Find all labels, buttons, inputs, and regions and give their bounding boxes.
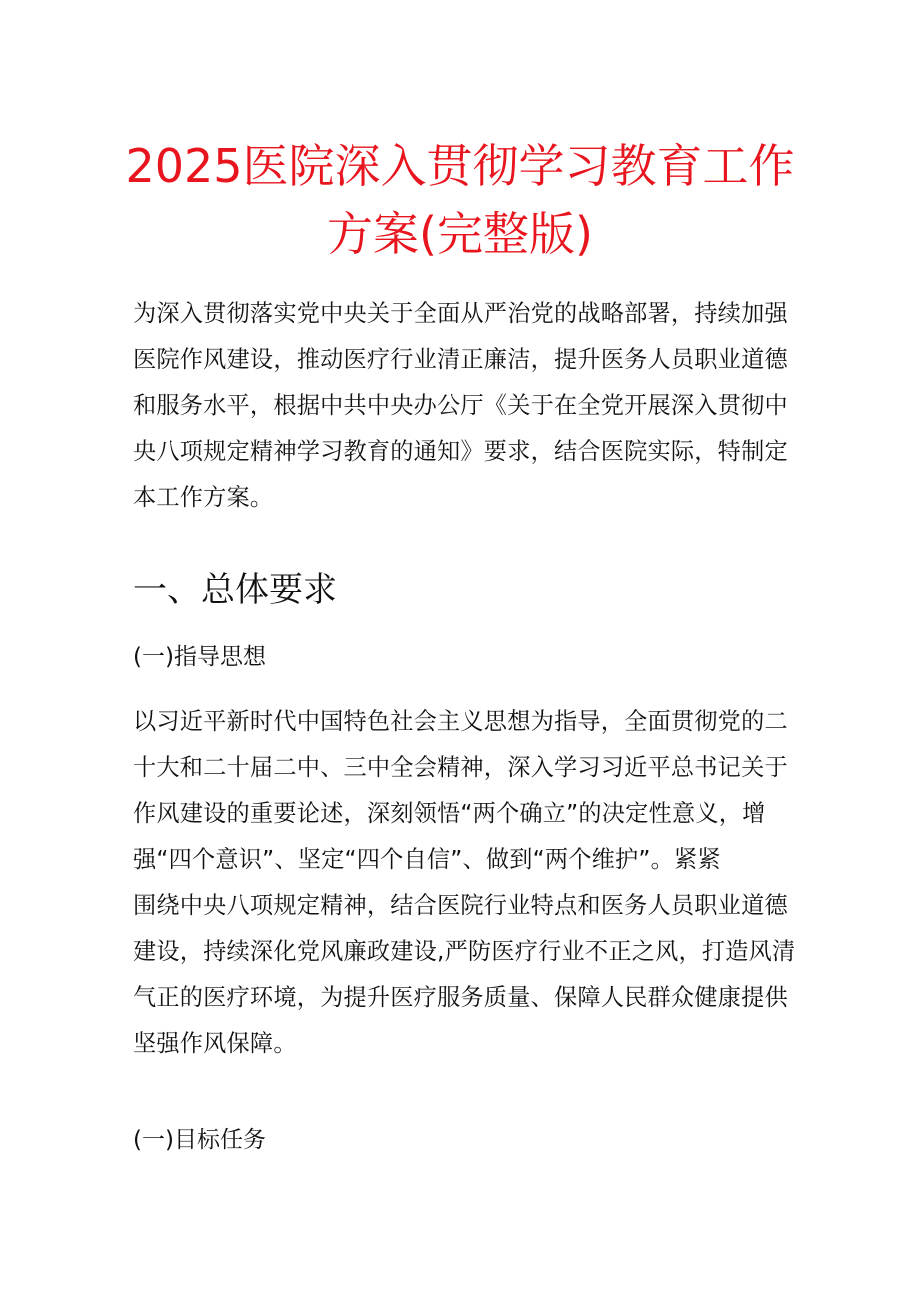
paragraph-line: 坚强作风保障。 bbox=[133, 1030, 297, 1057]
intro-paragraph bbox=[133, 291, 793, 521]
paragraph-line: 十大和二十届二中、三中全会精神，深入学习习近平总书记关于 bbox=[133, 754, 788, 781]
paragraph-line: 建设，持续深化党风廉政建设,严防医疗行业不正之风，打造风清 bbox=[133, 938, 796, 965]
paragraph-line: 作风建设的重要论述，深刻领悟“两个确立”的决定性意义，增 bbox=[133, 800, 766, 827]
paragraph-line: 围绕中央八项规定精神，结合医院行业特点和医务人员职业道德 bbox=[133, 892, 788, 919]
title-line-1: 2025医院深入贯彻学习教育工作 bbox=[125, 139, 795, 193]
paragraph-line: 以习近平新时代中国特色社会主义思想为指导，全面贯彻党的二 bbox=[133, 708, 788, 735]
document-title bbox=[0, 132, 920, 268]
intro-line: 本工作方案。 bbox=[133, 484, 274, 511]
intro-line: 央八项规定精神学习教育的通知》要求，结合医院实际，特制定 bbox=[133, 438, 788, 465]
guiding-ideology-paragraph bbox=[133, 699, 796, 1067]
title-line-2: 方案(完整版) bbox=[327, 207, 593, 261]
paragraph-line: 气正的医疗环境，为提升医疗服务质量、保障人民群众健康提供 bbox=[133, 984, 788, 1011]
intro-line: 和服务水平，根据中共中央办公厅《关于在全党开展深入贯彻中 bbox=[133, 392, 788, 419]
subheading-guiding-ideology: (一)指导思想 bbox=[133, 644, 266, 670]
section-heading-general-requirements: 一、总体要求 bbox=[133, 570, 337, 610]
intro-line: 医院作风建设，推动医疗行业清正廉洁，提升医务人员职业道德 bbox=[133, 346, 788, 373]
intro-line: 为深入贯彻落实党中央关于全面从严治党的战略部署，持续加强 bbox=[133, 300, 788, 327]
paragraph-line: 强“四个意识”、坚定“四个自信”、做到“两个维护”。紧紧 bbox=[133, 846, 721, 873]
subheading-goals-and-tasks: (一)目标任务 bbox=[133, 1127, 266, 1153]
